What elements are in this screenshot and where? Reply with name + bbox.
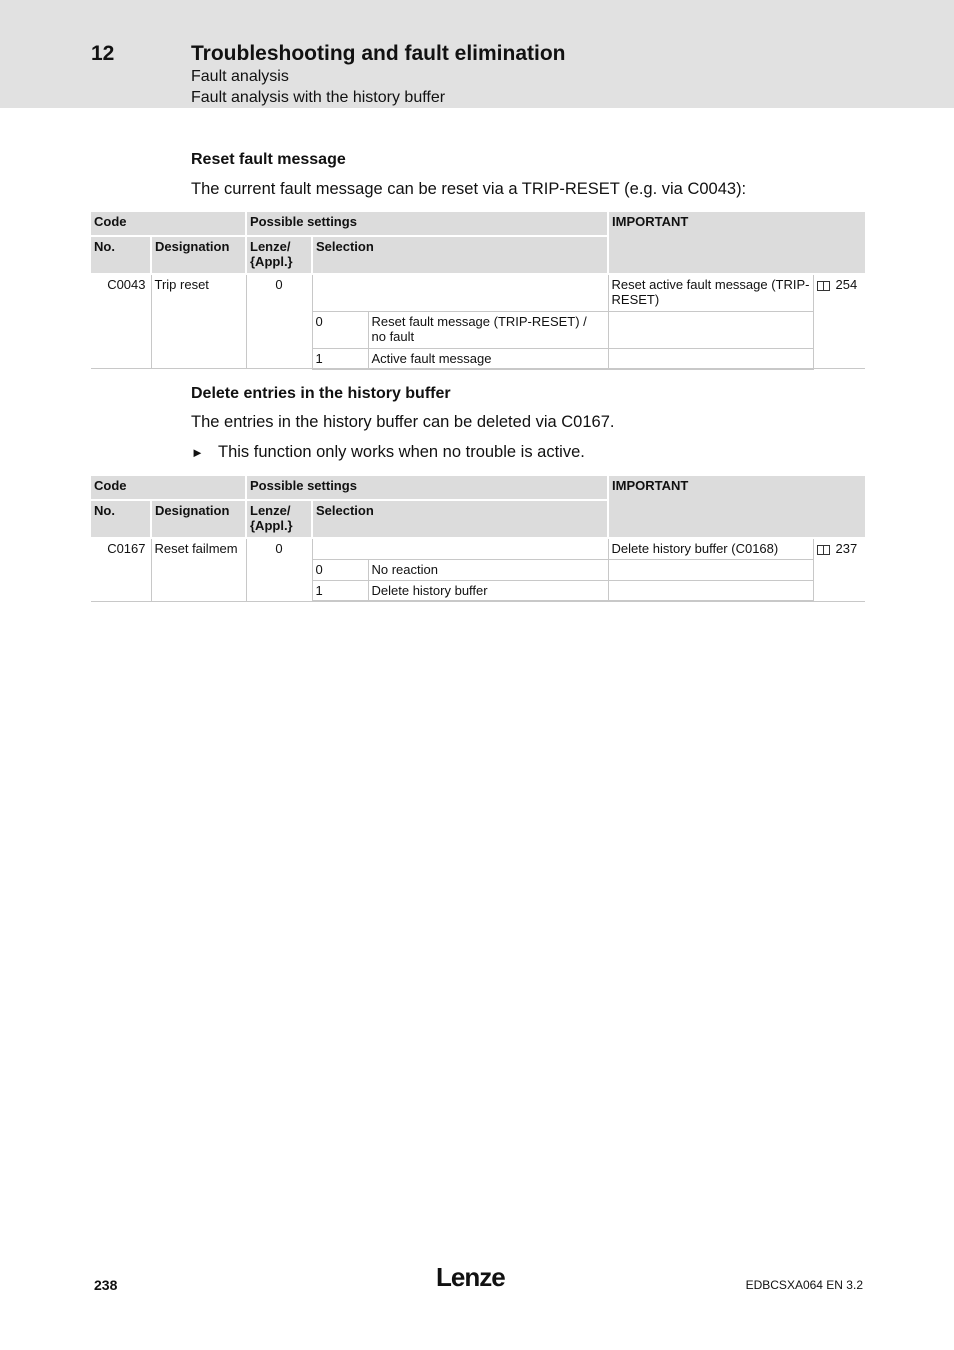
reset-fault-heading: Reset fault message (191, 151, 346, 168)
header-selection: Selection (312, 236, 608, 274)
header-code: Code (91, 212, 246, 236)
selection-text: No reaction (368, 559, 608, 580)
important-text: Delete history buffer (C0168) (608, 538, 813, 559)
note-bullet (191, 443, 585, 462)
selection-value: 1 (312, 348, 368, 369)
code-designation: Reset failmem (151, 538, 246, 601)
page-reference (813, 274, 865, 369)
header-no: No. (91, 500, 151, 538)
selection-text: Delete history buffer (368, 580, 608, 601)
header-possible-settings: Possible settings (246, 212, 608, 236)
parameter-table-c0167 (91, 476, 865, 602)
header-selection: Selection (312, 500, 608, 538)
delete-entries-text: The entries in the history buffer can be deleted via C0167. (191, 413, 615, 431)
subsection-title: Fault analysis with the history buffer (191, 89, 446, 106)
document-reference: EDBCSXA064 EN 3.2 (745, 1278, 863, 1292)
page-number: 238 (94, 1277, 118, 1293)
page-reference (813, 538, 865, 601)
note-text: This function only works when no trouble is active. (218, 443, 585, 461)
chapter-number: 12 (91, 42, 115, 65)
selection-empty (312, 538, 608, 559)
chapter-title: Troubleshooting and fault elimination (191, 42, 566, 65)
delete-entries-heading: Delete entries in the history buffer (191, 385, 451, 402)
selection-text: Active fault message (368, 348, 608, 369)
selection-value: 1 (312, 580, 368, 601)
important-empty (608, 580, 813, 601)
selection-value: 0 (312, 311, 368, 348)
selection-empty (312, 274, 608, 311)
header-designation: Designation (151, 236, 246, 274)
selection-text: Reset fault message (TRIP-RESET) / no fault (368, 311, 608, 348)
section-title: Fault analysis (191, 68, 289, 85)
important-empty (608, 559, 813, 580)
important-empty (608, 311, 813, 348)
reset-fault-text: The current fault message can be reset via a TRIP-RESET (e.g. via C0043): (191, 180, 747, 198)
code-number: C0167 (91, 538, 151, 601)
header-important: IMPORTANT (608, 212, 865, 274)
page-header (0, 0, 954, 108)
header-lenze: Lenze/ {Appl.} (246, 236, 312, 274)
important-text: Reset active fault message (TRIP-RESET) (608, 274, 813, 311)
code-number: C0043 (91, 274, 151, 369)
header-designation: Designation (151, 500, 246, 538)
book-icon (817, 281, 830, 290)
book-icon (817, 545, 830, 554)
selection-value: 0 (312, 559, 368, 580)
lenze-default: 0 (246, 274, 312, 369)
header-no: No. (91, 236, 151, 274)
parameter-table-c0043 (91, 212, 865, 370)
important-empty (608, 348, 813, 369)
header-lenze: Lenze/ {Appl.} (246, 500, 312, 538)
code-designation: Trip reset (151, 274, 246, 369)
triangle-bullet-icon: ► (191, 445, 204, 460)
header-code: Code (91, 476, 246, 500)
lenze-logo: Lenze (436, 1262, 505, 1292)
reference-page: 254 (835, 277, 858, 292)
lenze-default: 0 (246, 538, 312, 601)
header-important: IMPORTANT (608, 476, 865, 538)
reference-page: 237 (835, 541, 858, 556)
header-possible-settings: Possible settings (246, 476, 608, 500)
